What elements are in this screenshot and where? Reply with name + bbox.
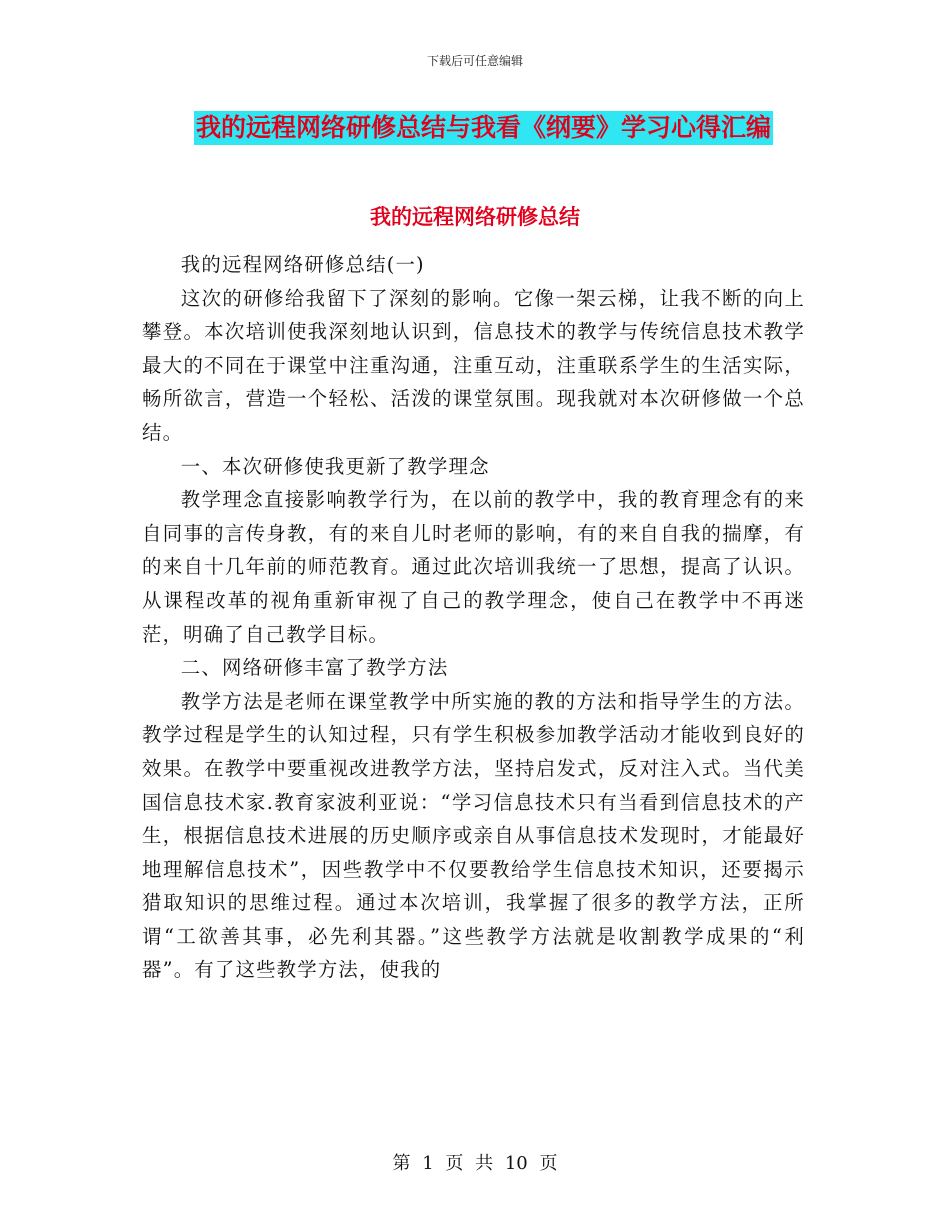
paragraph: 教学方法是老师在课堂教学中所实施的教的方法和指导学生的方法。教学过程是学生的认知过程，只有学生积极参加教学活动才能收到良好的效果。在教学中要重视改进教学方法，坚持启发式，反对注入式。当代美国信息技术家.教育家波利亚说：“学习信息技术只有当看到信息技术的产生，根据信息技术进展的历史顺序或亲自从事信息技术发现时，才能最好地理解信息技术”，因些教学中不仅要教给学生信息技术知识，还要揭示猎取知识的思维过程。通过本次培训，我掌握了很多的教学方法，正所谓“工欲善其事，必先利其器。”这些教学方法就是收割教学成果的“利器”。有了这些教学方法，使我的 xyxy=(142,689,805,982)
paragraph: 这次的研修给我留下了深刻的影响。它像一架云梯，让我不断的向上攀登。本次培训使我深刻地认识到，信息技术的教学与传统信息技术教学最大的不同在于课堂中注重沟通，注重互动，注重联系学生的生活实际，畅所欲言，营造一个轻松、活泼的课堂氛围。现我就对本次研修做一个总结。 xyxy=(142,286,805,444)
paragraph-heading: 一、本次研修使我更新了教学理念 xyxy=(180,454,490,478)
paragraph: 教学理念直接影响教学行为，在以前的教学中，我的教育理念有的来自同事的言传身教，有的来自儿时老师的影响，有的来自自我的揣摩，有的来自十几年前的师范教育。通过此次培训我统一了思想，提高了认识。从课程改革的视角重新审视了自己的教学理念，使自己在教学中不再迷茫，明确了自己教学目标。 xyxy=(142,488,805,646)
paragraph-heading: 二、网络研修丰富了教学方法 xyxy=(180,656,449,680)
document-title: 我的远程网络研修总结与我看《纲要》学习心得汇编 xyxy=(194,111,773,145)
document-body xyxy=(142,248,805,987)
page-number-footer: 第 1 页 共 10 页 xyxy=(392,1153,558,1174)
paragraph-subtitle: 我的远程网络研修总结(一) xyxy=(180,253,425,276)
section-title: 我的远程网络研修总结 xyxy=(370,205,580,229)
page-header-note: 下载后可任意编辑 xyxy=(426,54,523,68)
